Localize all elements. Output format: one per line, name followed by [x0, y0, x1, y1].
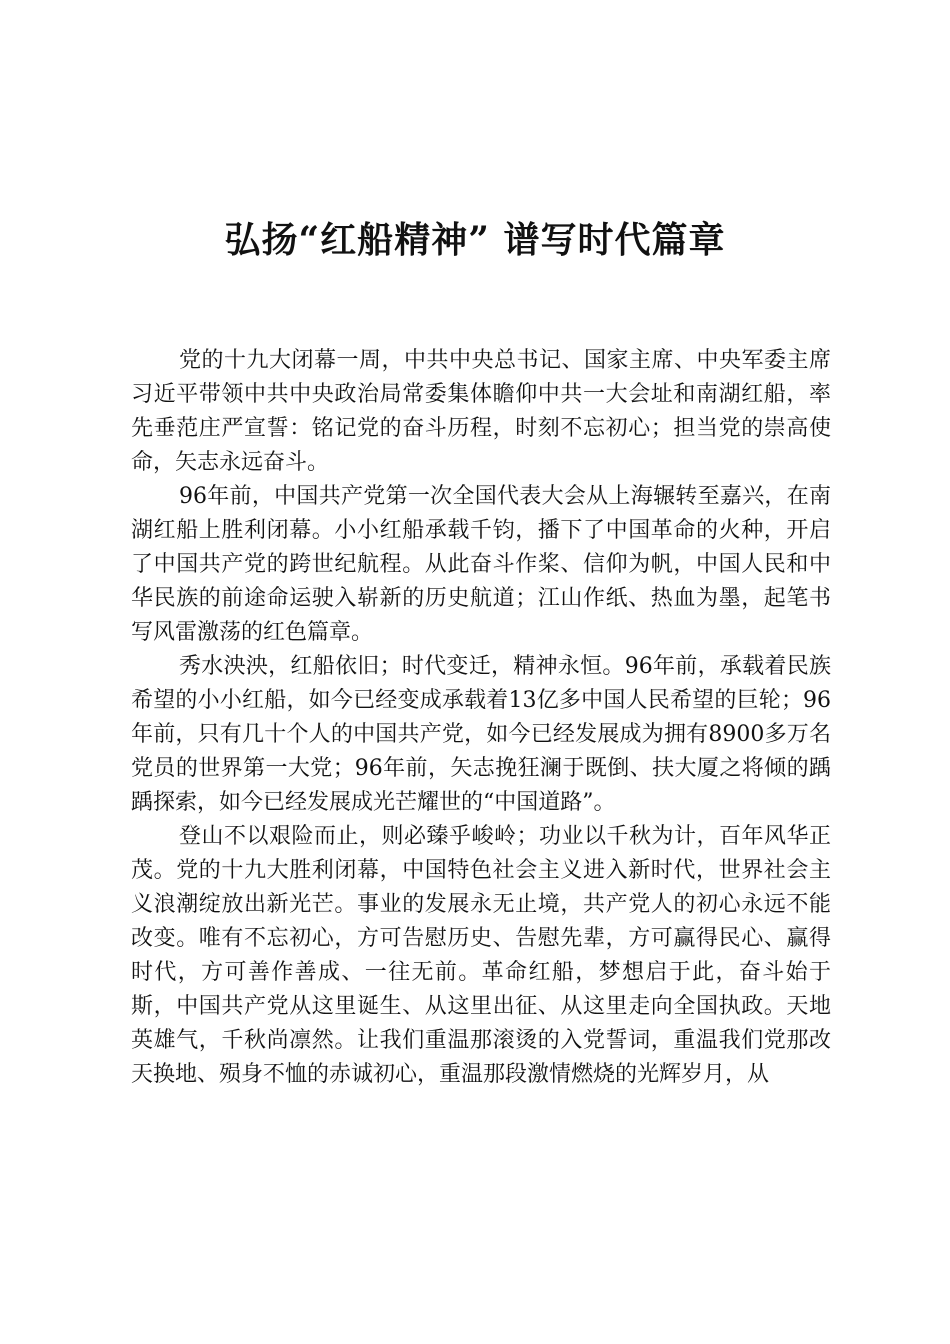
paragraph: 党的十九大闭幕一周，中共中央总书记、国家主席、中央军委主席习近平带领中共中央政治局常委集体瞻仰中共一大会址和南湖红船，率先垂范庄严宣誓：铭记党的奋斗历程，时刻不忘初心；担当党的崇高使命，矢志永远奋斗。 — [131, 348, 831, 475]
paragraph: 登山不以艰险而止，则必臻乎峻岭；功业以千秋为计，百年风华正茂。党的十九大胜利闭幕，中国特色社会主义进入新时代，世界社会主义浪潮绽放出新光芒。事业的发展永无止境，共产党人的初心永远不能改变。唯有不忘初心，方可告慰历史、告慰先辈，方可赢得民心、赢得时代，方可善作善成、一往无前。革命红船，梦想启于此，奋斗始于斯，中国共产党从这里诞生、从这里出征、从这里走向全国执政。天地英雄气，千秋尚凛然。让我们重温那滚烫的入党誓词，重温我们党那改天换地、殒身不恤的赤诚初心，重温那段激情燃烧的光辉岁月，从 — [131, 824, 831, 1087]
document-body — [131, 344, 831, 1092]
document-title: 弘扬“红船精神” 谱写时代篇章 — [224, 219, 726, 261]
paragraph: 秀水泱泱，红船依旧；时代变迁，精神永恒。96年前，承载着民族希望的小小红船，如今已经变成承载着13亿多中国人民希望的巨轮；96年前，只有几十个人的中国共产党，如今已经发展成为拥有8900多万名党员的世界第一大党；96年前，矢志挽狂澜于既倒、扶大厦之将倾的踽踽探索，如今已经发展成光芒耀世的“中国道路”。 — [131, 654, 831, 815]
paragraph: 96年前，中国共产党第一次全国代表大会从上海辗转至嘉兴，在南湖红船上胜利闭幕。小小红船承载千钧，播下了中国革命的火种，开启了中国共产党的跨世纪航程。从此奋斗作桨、信仰为帆，中国人民和中华民族的前途命运驶入崭新的历史航道；江山作纸、热血为墨，起笔书写风雷激荡的红色篇章。 — [131, 484, 831, 645]
